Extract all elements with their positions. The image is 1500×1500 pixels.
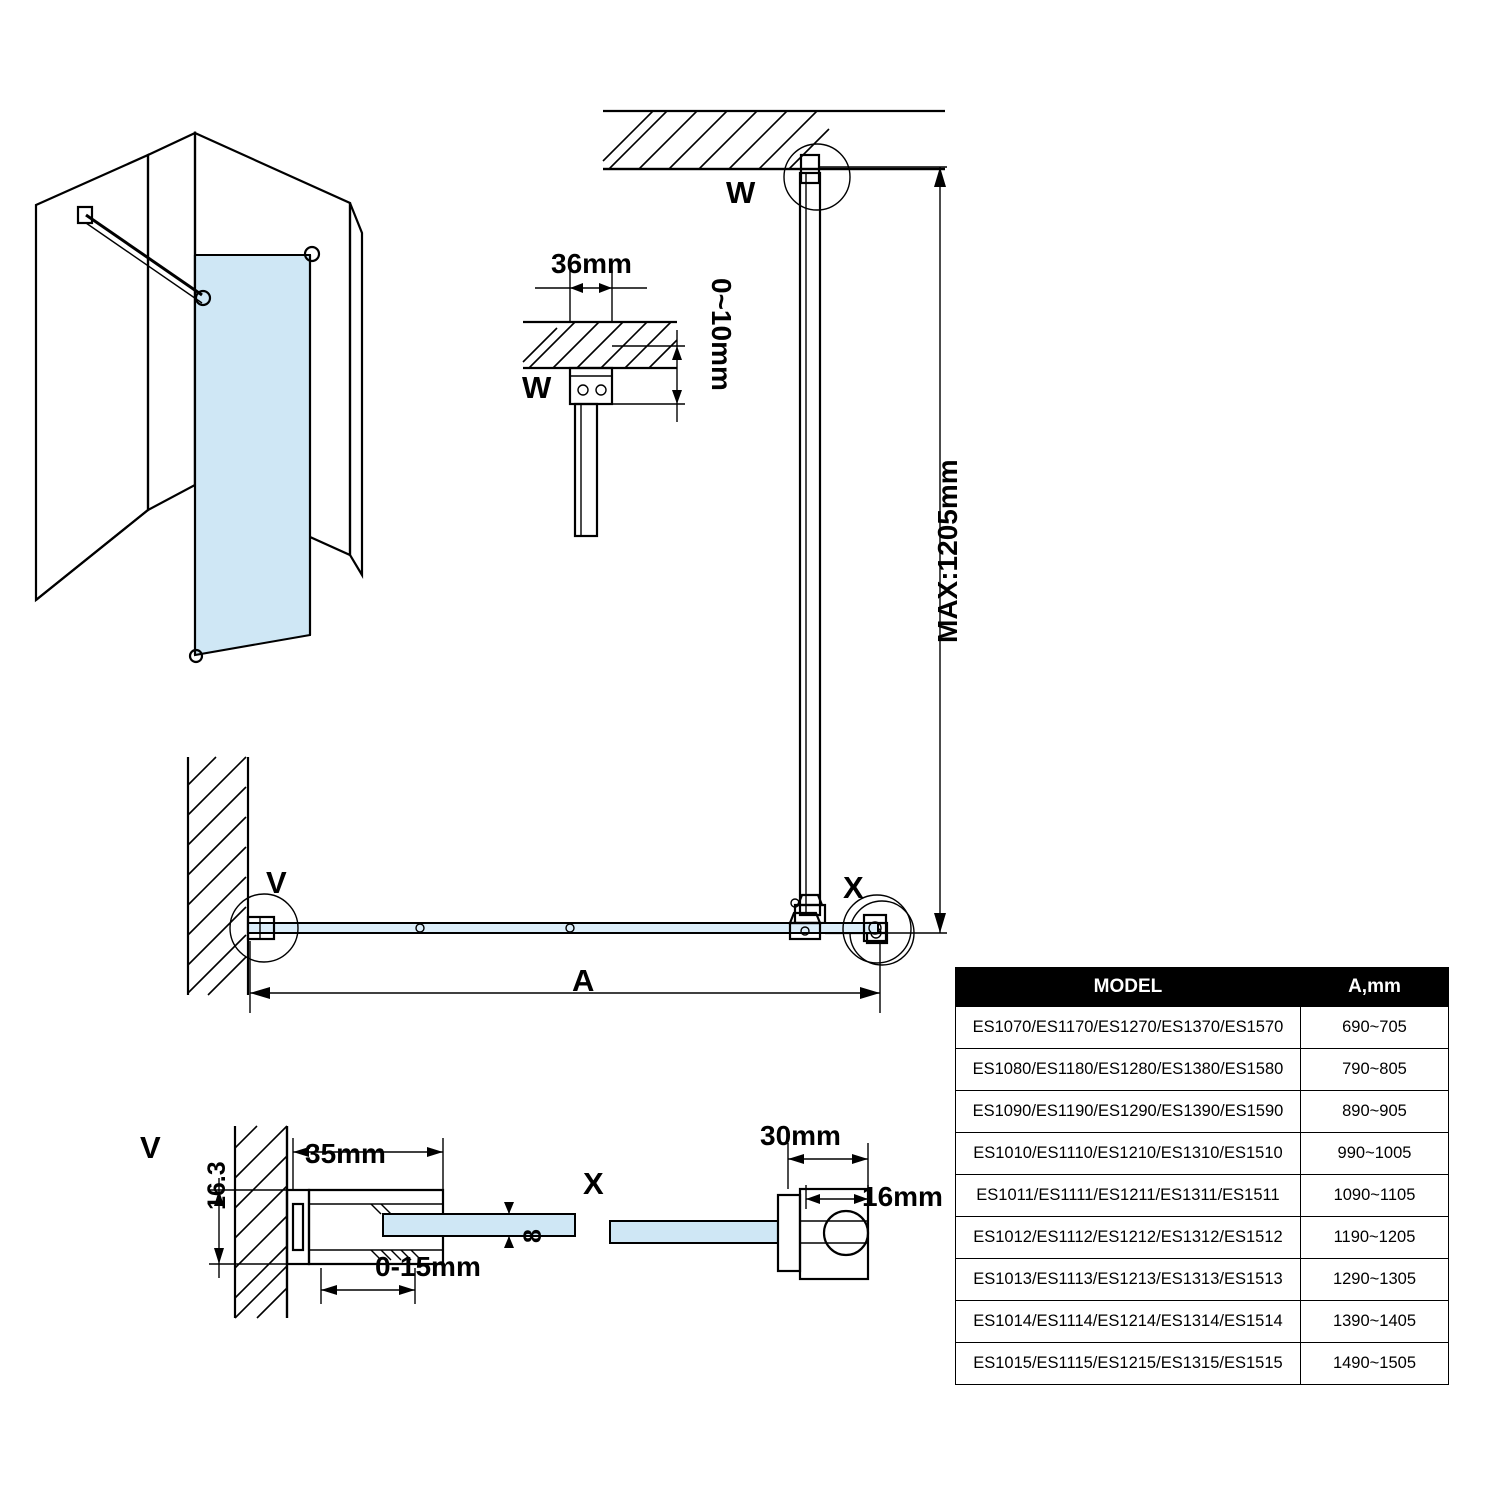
dimension-end-profile-width: 30mm bbox=[760, 1120, 841, 1151]
dimension-bracket-adjust: 0~10mm bbox=[706, 278, 737, 391]
table-row bbox=[956, 1049, 1449, 1091]
cell-a: 790~805 bbox=[1300, 1049, 1448, 1091]
plan-view-width bbox=[180, 745, 920, 1020]
table-row bbox=[956, 1175, 1449, 1217]
table-row bbox=[956, 1301, 1449, 1343]
label-w-detail: W bbox=[522, 370, 552, 405]
cell-model: ES1013/ES1113/ES1213/ES1313/ES1513 bbox=[956, 1259, 1301, 1301]
dimension-bracket-offset: 36mm bbox=[551, 248, 632, 279]
table-header-amm: A,mm bbox=[1300, 968, 1448, 1007]
cell-a: 990~1005 bbox=[1300, 1133, 1448, 1175]
dimension-glass-adjust: 0-15mm bbox=[375, 1251, 481, 1282]
label-w-top: W bbox=[726, 175, 756, 210]
table-header-model: MODEL bbox=[956, 968, 1301, 1007]
label-v-plan: V bbox=[266, 865, 287, 900]
label-x-plan: X bbox=[843, 870, 864, 905]
cell-a: 1090~1105 bbox=[1300, 1175, 1448, 1217]
cell-a: 690~705 bbox=[1300, 1007, 1448, 1049]
cell-model: ES1080/ES1180/ES1280/ES1380/ES1580 bbox=[956, 1049, 1301, 1091]
dimension-max-height: MAX:1205mm bbox=[932, 459, 963, 643]
model-dimension-table bbox=[955, 967, 1449, 1385]
table-row bbox=[956, 1091, 1449, 1133]
cell-a: 1490~1505 bbox=[1300, 1343, 1448, 1385]
cell-model: ES1014/ES1114/ES1214/ES1314/ES1514 bbox=[956, 1301, 1301, 1343]
table-row bbox=[956, 1259, 1449, 1301]
cell-model: ES1012/ES1112/ES1212/ES1312/ES1512 bbox=[956, 1217, 1301, 1259]
cell-a: 1390~1405 bbox=[1300, 1301, 1448, 1343]
isometric-overview-view bbox=[20, 55, 400, 645]
cell-model: ES1090/ES1190/ES1290/ES1390/ES1590 bbox=[956, 1091, 1301, 1133]
table-row bbox=[956, 1217, 1449, 1259]
dimension-glass-thickness: 8 bbox=[519, 1229, 547, 1243]
cell-model: ES1015/ES1115/ES1215/ES1315/ES1515 bbox=[956, 1343, 1301, 1385]
cell-a: 1290~1305 bbox=[1300, 1259, 1448, 1301]
table-header-row bbox=[956, 968, 1449, 1007]
table-row bbox=[956, 1133, 1449, 1175]
cell-model: ES1011/ES1111/ES1211/ES1311/ES1511 bbox=[956, 1175, 1301, 1217]
dimension-wall-profile-depth: 35mm bbox=[305, 1138, 386, 1169]
cell-a: 890~905 bbox=[1300, 1091, 1448, 1133]
dimension-end-profile-inner: 16mm bbox=[862, 1181, 943, 1212]
table-row bbox=[956, 1007, 1449, 1049]
dimension-width-a: A bbox=[572, 963, 595, 998]
x-section-detail-view bbox=[610, 1125, 940, 1325]
cell-model: ES1010/ES1110/ES1210/ES1310/ES1510 bbox=[956, 1133, 1301, 1175]
label-v-section: V bbox=[140, 1130, 161, 1165]
table-row bbox=[956, 1343, 1449, 1385]
label-x-section: X bbox=[583, 1166, 604, 1201]
cell-a: 1190~1205 bbox=[1300, 1217, 1448, 1259]
dimension-wall-profile-height: 16.3 bbox=[203, 1161, 231, 1210]
cell-model: ES1070/ES1170/ES1270/ES1370/ES1570 bbox=[956, 1007, 1301, 1049]
